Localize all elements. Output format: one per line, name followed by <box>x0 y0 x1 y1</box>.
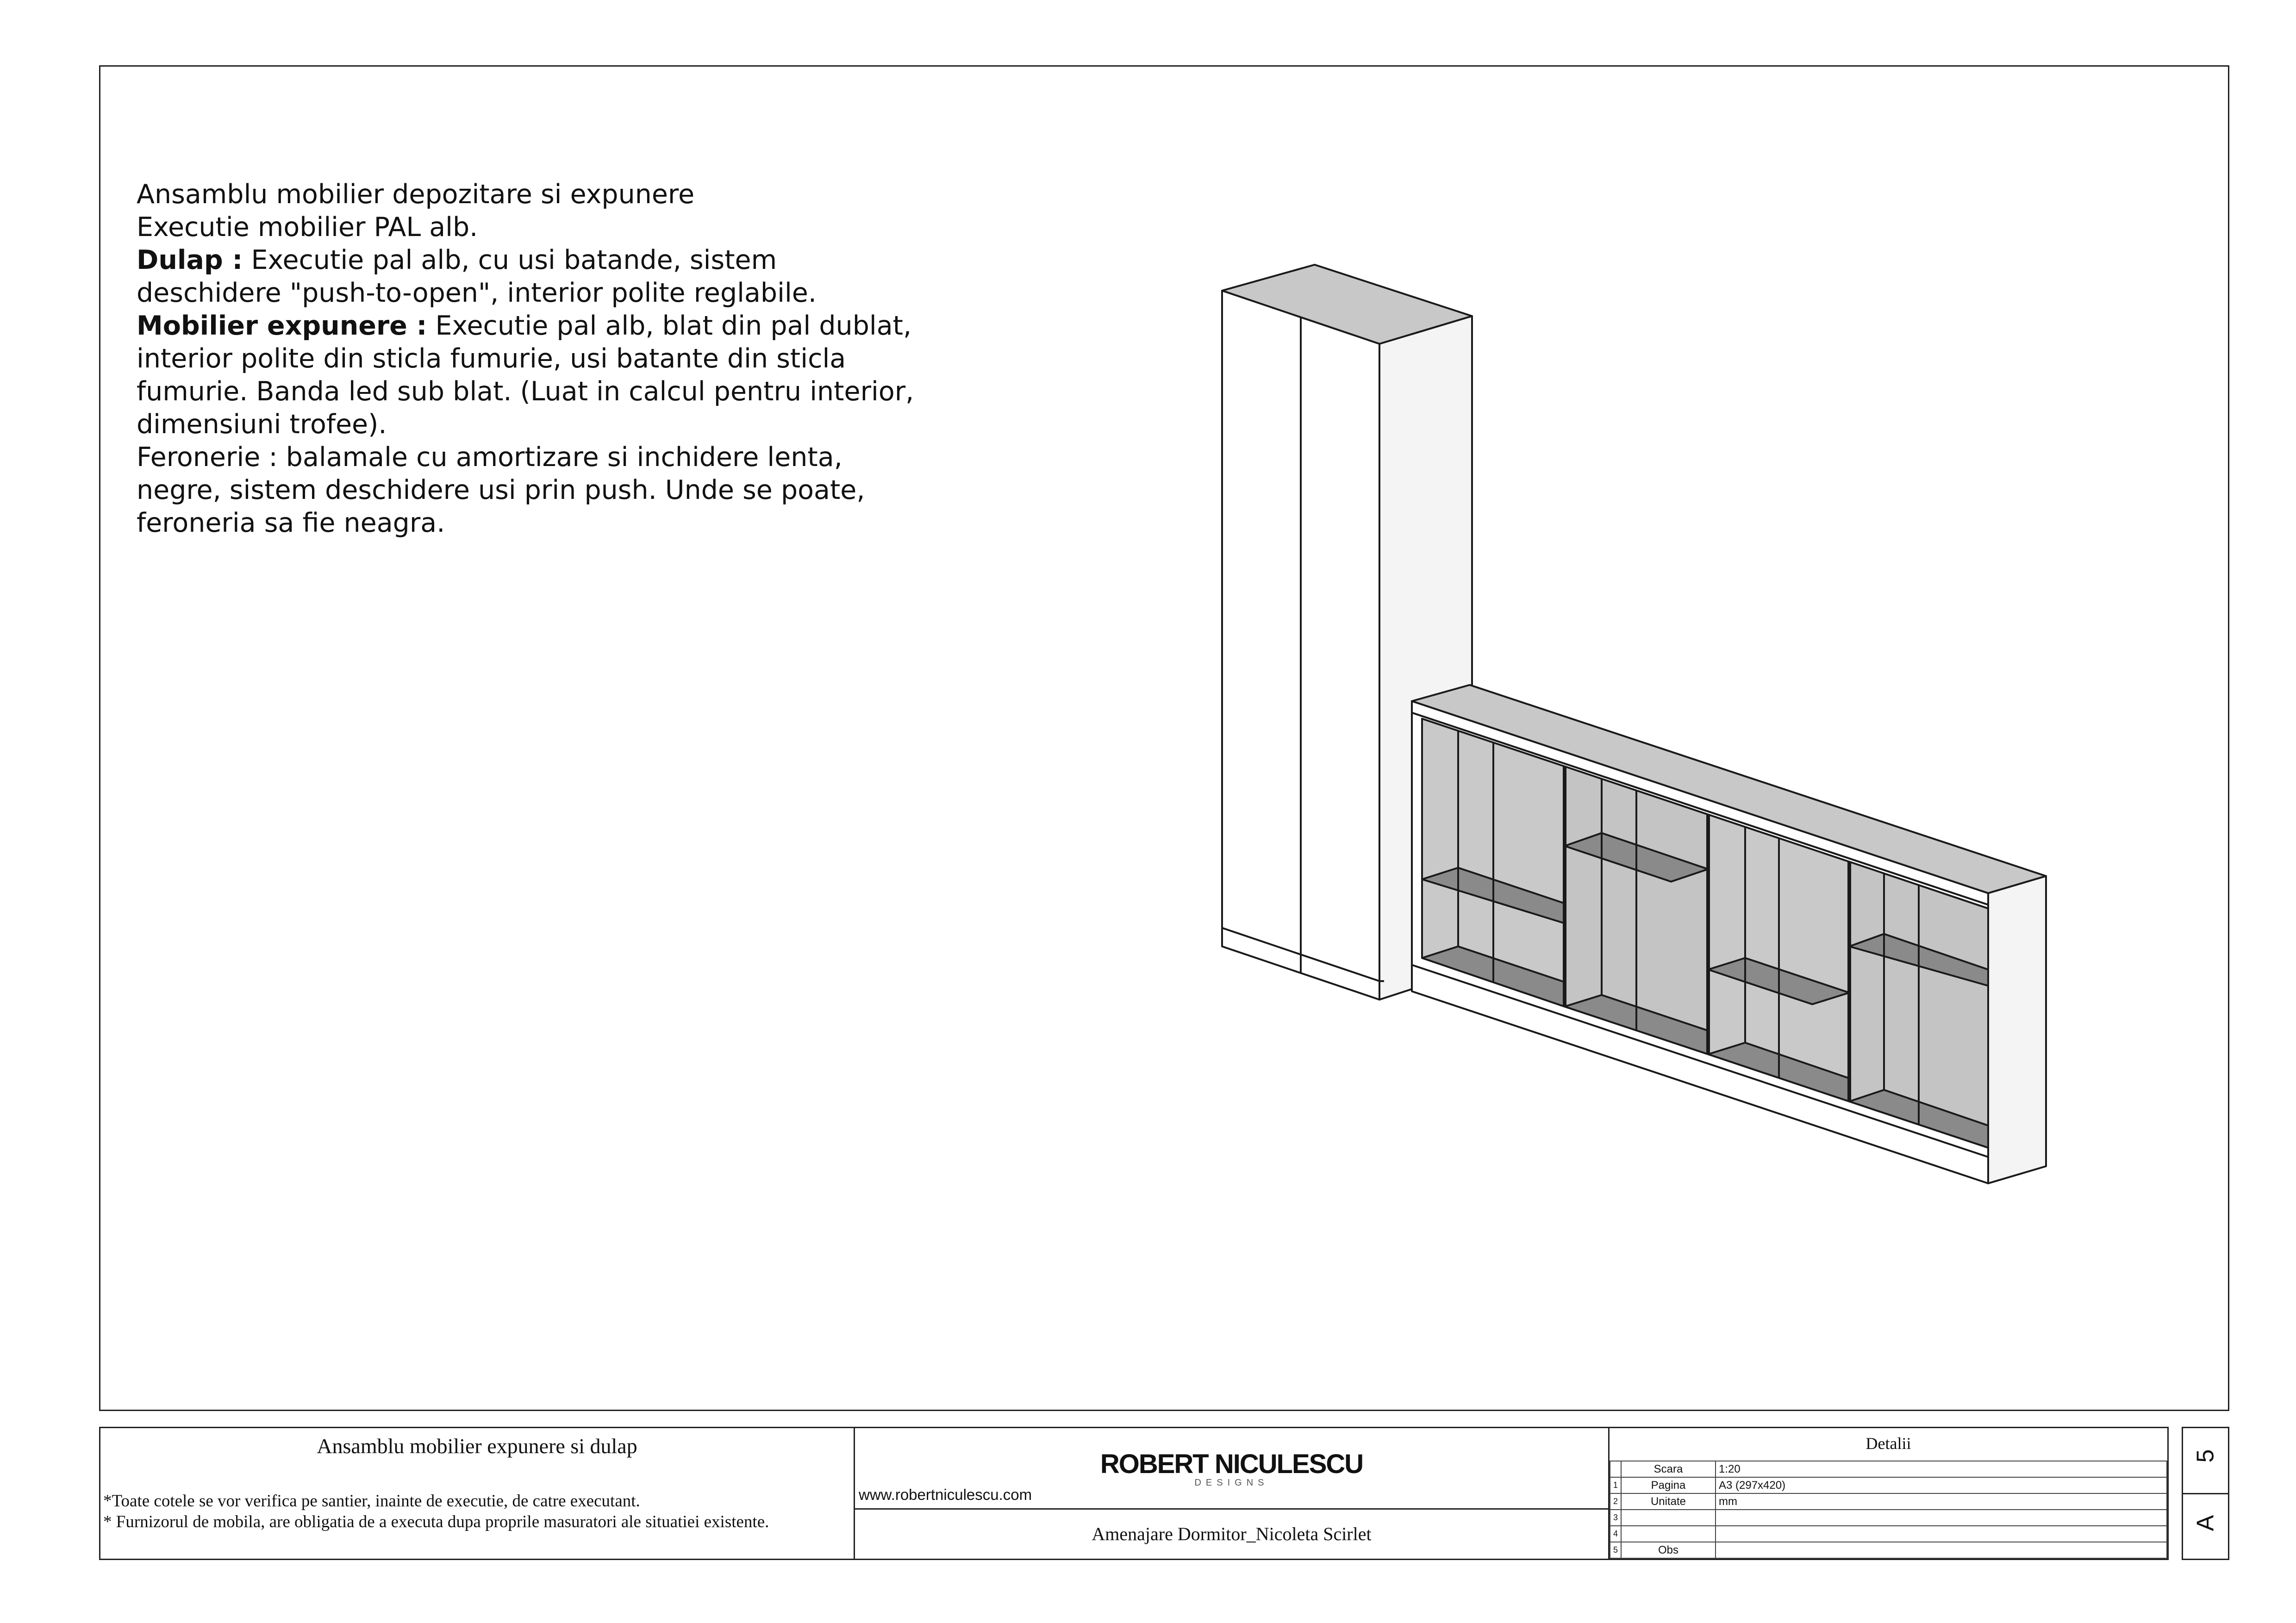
divider <box>2183 1493 2228 1494</box>
client-name: Amenajare Dormitor_Nicoleta Scirlet <box>1092 1524 1372 1544</box>
company-logo: ROBERT NICULESCU DESIGNS <box>1100 1449 1363 1488</box>
row-key: Obs <box>1621 1542 1716 1558</box>
expunere-label: Mobilier expunere : <box>137 311 427 341</box>
sheet-letter: A <box>2192 1515 2219 1531</box>
divider <box>855 1508 1608 1510</box>
details-row <box>1610 1526 2167 1542</box>
display-side <box>1988 876 2046 1183</box>
page-number-box <box>2182 1427 2229 1560</box>
page-number: 5 <box>2192 1449 2219 1463</box>
title-block-project-cell <box>100 1428 855 1559</box>
furniture-isometric-drawing <box>1194 250 2065 1213</box>
title-block-company-cell <box>855 1428 1610 1559</box>
details-row <box>1610 1542 2167 1558</box>
description-dulap <box>137 244 923 310</box>
row-value: mm <box>1716 1493 2167 1510</box>
row-value: A3 (297x420) <box>1716 1477 2167 1493</box>
display-cabinet <box>1412 685 2046 1183</box>
details-row <box>1610 1493 2167 1510</box>
row-number: 1 <box>1610 1477 1621 1493</box>
description-feronerie: Feronerie : balamale cu amortizare si inchidere lenta, negre, sistem deschidere usi prin push. Unde se poate, feroneria sa fie neagra. <box>137 442 865 538</box>
row-value: 1:20 <box>1716 1461 2167 1477</box>
row-key: Pagina <box>1621 1477 1716 1493</box>
note-2: * Furnizorul de mobila, are obligatia de a executa dupa proprile masuratori ale situatiei existente. <box>103 1512 769 1531</box>
title-block <box>99 1427 2169 1560</box>
row-key <box>1621 1510 1716 1526</box>
row-number <box>1610 1461 1621 1477</box>
details-title: Detalii <box>1866 1434 1911 1453</box>
row-value <box>1716 1542 2167 1558</box>
row-key: Unitate <box>1621 1493 1716 1510</box>
description-expunere <box>137 310 923 441</box>
description-line-1: Ansamblu mobilier depozitare si expunere <box>137 179 695 210</box>
title-block-details-cell <box>1610 1428 2167 1559</box>
dulap-label: Dulap : <box>137 245 243 275</box>
website-link[interactable]: www.robertniculescu.com <box>859 1486 1032 1503</box>
details-row <box>1610 1477 2167 1493</box>
details-table <box>1610 1461 2167 1559</box>
row-number: 4 <box>1610 1526 1621 1542</box>
row-key <box>1621 1526 1716 1542</box>
row-value <box>1716 1526 2167 1542</box>
project-title: Ansamblu mobilier expunere si dulap <box>317 1434 637 1458</box>
row-number: 5 <box>1610 1542 1621 1558</box>
description-line-2: Executie mobilier PAL alb. <box>137 212 478 243</box>
row-value <box>1716 1510 2167 1526</box>
row-key: Scara <box>1621 1461 1716 1477</box>
note-1: *Toate cotele se vor verifica pe santier, inainte de executie, de catre executant. <box>103 1492 640 1511</box>
details-row <box>1610 1510 2167 1526</box>
details-row <box>1610 1461 2167 1477</box>
description-text <box>137 178 923 540</box>
notes <box>103 1491 844 1532</box>
dulap-text: Executie pal alb, cu usi batande, sistem deschidere "push-to-open", interior polite reglabile. <box>137 245 817 308</box>
row-number: 3 <box>1610 1510 1621 1526</box>
row-number: 2 <box>1610 1493 1621 1510</box>
expunere-text: Executie pal alb, blat din pal dublat, interior polite din sticla fumurie, usi batante din sticla fumurie. Banda led sub blat. (Luat in calcul pentru interior, dimensiuni trofee). <box>137 311 914 440</box>
